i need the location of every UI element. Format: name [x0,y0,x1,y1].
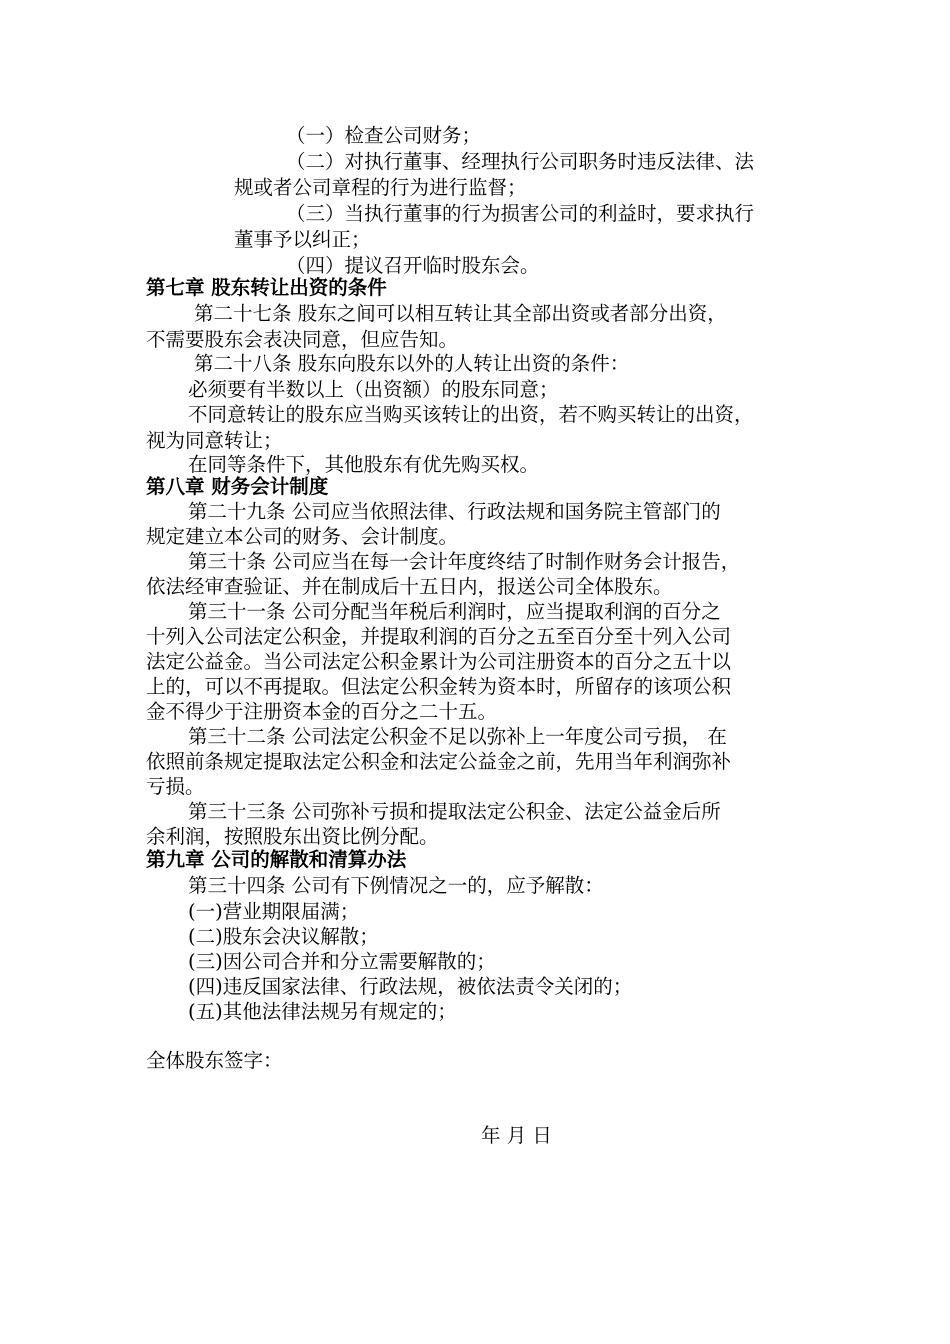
dissolution-item-2: (二)股东会决议解散； [188,925,379,948]
condition-2-l2: 视为同意转让； [146,429,283,452]
article-30-l1: 第三十条 公司应当在每一会计年度终结了时制作财务会计报告， [188,550,741,573]
article-32-l1: 第三十二条 公司法定公积金不足以弥补上一年度公司亏损， 在 [188,725,727,748]
dissolution-item-1: (一)营业期限届满； [188,900,360,923]
item-supervise-l2: 规或者公司章程的行为进行监督； [234,176,527,199]
article-31-l3: 法定公益金。当公司法定公积金累计为公司注册资本的百分之五十以 [146,650,732,673]
article-31-l1: 第三十一条 公司分配当年税后利润时，应当提取利润的百分之 [188,600,721,623]
dissolution-item-3: (三)因公司合并和分立需要解散的； [188,950,496,973]
article-32-l2: 依照前条规定提取法定公积金和法定公益金之前，先用当年利润弥补 [146,750,732,773]
article-31-l4: 上的，可以不再提取。但法定公积金转为资本时，所留存的该项公积 [146,675,732,698]
signature-label: 全体股东签字： [146,1049,283,1072]
article-32-l3: 亏损。 [146,775,205,798]
condition-2-l1: 不同意转让的股东应当购买该转让的出资，若不购买转让的出资， [188,403,754,426]
article-27-l2: 不需要股东会表决同意，但应告知。 [146,328,459,351]
article-27-l1: 第二十七条 股东之间可以相互转让其全部出资或者部分出资， [194,302,727,325]
article-30-l2: 依法经审查验证、并在制成后十五日内，报送公司全体股东。 [146,575,673,598]
item-correct-l2: 董事予以纠正； [234,228,371,251]
article-28: 第二十八条 股东向股东以外的人转让出资的条件： [194,352,630,375]
dissolution-item-5: (五)其他法律法规另有规定的； [188,1000,457,1023]
article-31-l2: 十列入公司法定公积金，并提取利润的百分之五至百分至十列入公司 [146,625,732,648]
item-correct-l1: （三）当执行董事的行为损害公司的利益时，要求执行 [286,202,755,225]
chapter-9-title: 第九章 公司的解散和清算办法 [146,848,407,871]
article-34: 第三十四条 公司有下例情况之一的，应予解散： [188,874,604,897]
article-33-l2: 余利润，按照股东出资比例分配。 [146,825,439,848]
condition-3: 在同等条件下，其他股东有优先购买权。 [188,453,540,476]
dissolution-item-4: (四)违反国家法律、行政法规，被依法责令关闭的； [188,975,633,998]
article-31-l5: 金不得少于注册资本金的百分之二十五。 [146,700,498,723]
condition-1: 必须要有半数以上（出资额）的股东同意； [188,378,559,401]
article-29-l1: 第二十九条 公司应当依照法律、行政法规和国务院主管部门的 [188,500,721,523]
item-supervise-l1: （二）对执行董事、经理执行公司职务时违反法律、法 [286,150,755,173]
signature-date: 年 月 日 [481,1124,552,1147]
item-propose-meeting: （四）提议召开临时股东会。 [286,254,540,277]
chapter-7-title: 第七章 股东转让出资的条件 [146,276,387,299]
chapter-8-title: 第八章 财务会计制度 [146,475,329,498]
article-33-l1: 第三十三条 公司弥补亏损和提取法定公积金、法定公益金后所 [188,800,721,823]
item-inspect-finance: （一）检查公司财务； [286,124,482,147]
article-29-l2: 规定建立本公司的财务、会计制度。 [146,525,459,548]
